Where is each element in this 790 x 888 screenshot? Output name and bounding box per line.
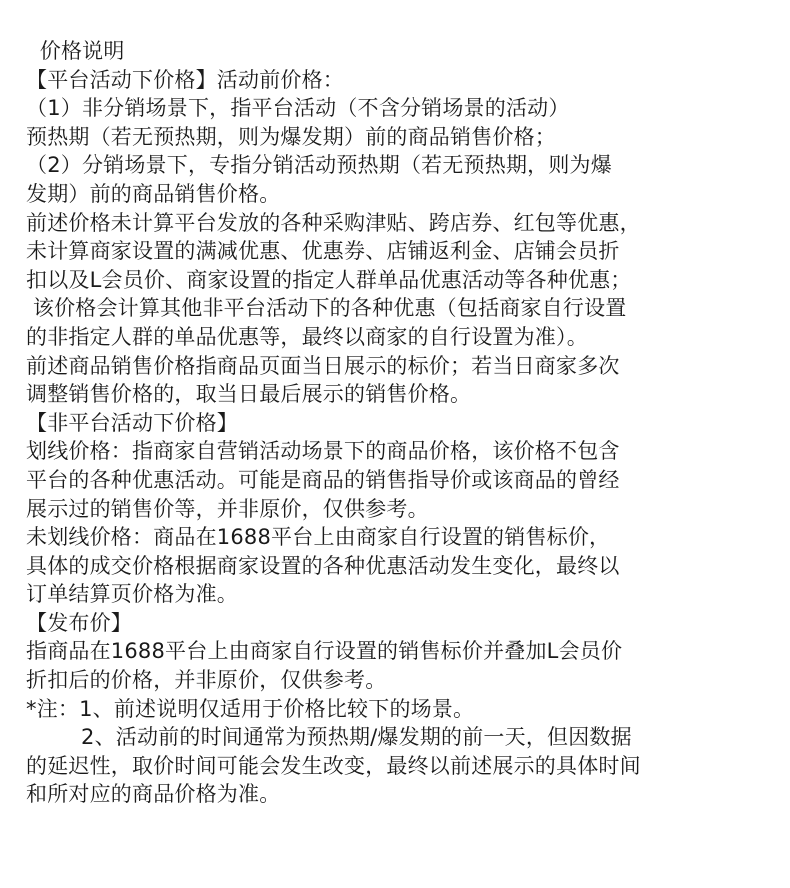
text-line: 划线价格：指商家自营销活动场景下的商品价格，该价格不包含: [26, 439, 620, 464]
note-line: *注：1、前述说明仅适用于价格比较下的场景。: [26, 696, 475, 721]
text-line: 订单结算页价格为准。: [26, 582, 238, 607]
text-line: 未划线价格：商品在1688平台上由商家自行设置的销售标价，: [26, 525, 611, 550]
text-line: 前述商品销售价格指商品页面当日展示的标价；若当日商家多次: [26, 353, 620, 378]
text-line: （2）分销场景下，专指分销活动预热期（若无预热期，则为爆: [26, 153, 612, 178]
text-line: 具体的成交价格根据商家设置的各种优惠活动发生变化，最终以: [26, 553, 620, 578]
text-line: 调整销售价格的，取当日最后展示的销售价格。: [26, 382, 472, 407]
price-explanation-text: [26, 37, 776, 809]
text-line: 预热期（若无预热期，则为爆发期）前的商品销售价格；: [26, 124, 556, 149]
note-line: 的延迟性，取价时间可能会发生改变，最终以前述展示的具体时间: [26, 753, 641, 778]
section-platform-activity-heading: 【平台活动下价格】活动前价格：: [26, 67, 344, 92]
section-non-platform-heading: 【非平台活动下价格】: [26, 410, 238, 435]
text-line: 前述价格未计算平台发放的各种采购津贴、跨店券、红包等优惠，: [26, 210, 641, 235]
text-line: 该价格会计算其他非平台活动下的各种优惠（包括商家自行设置: [26, 296, 627, 321]
section-publish-price-heading: 【发布价】: [26, 610, 132, 635]
text-line: 展示过的销售价等，并非原价，仅供参考。: [26, 496, 429, 521]
text-line: 未计算商家设置的满减优惠、优惠券、店铺返利金、店铺会员折: [26, 239, 620, 264]
text-line: 指商品在1688平台上由商家自行设置的销售标价并叠加L会员价: [26, 639, 623, 664]
text-line: 折扣后的价格，并非原价，仅供参考。: [26, 668, 387, 693]
note-line: 2、活动前的时间通常为预热期/爆发期的前一天，但因数据: [26, 725, 632, 750]
text-line: （1）非分销场景下，指平台活动（不含分销场景的活动）: [26, 96, 570, 121]
text-line: 平台的各种优惠活动。可能是商品的销售指导价或该商品的曾经: [26, 467, 620, 492]
doc-title: 价格说明: [26, 39, 125, 63]
text-line: 的非指定人群的单品优惠等，最终以商家的自行设置为准）。: [26, 324, 588, 349]
text-line: 扣以及L会员价、商家设置的指定人群单品优惠活动等各种优惠；: [26, 267, 632, 292]
note-line: 和所对应的商品价格为准。: [26, 782, 281, 807]
text-line: 发期）前的商品销售价格。: [26, 181, 281, 206]
